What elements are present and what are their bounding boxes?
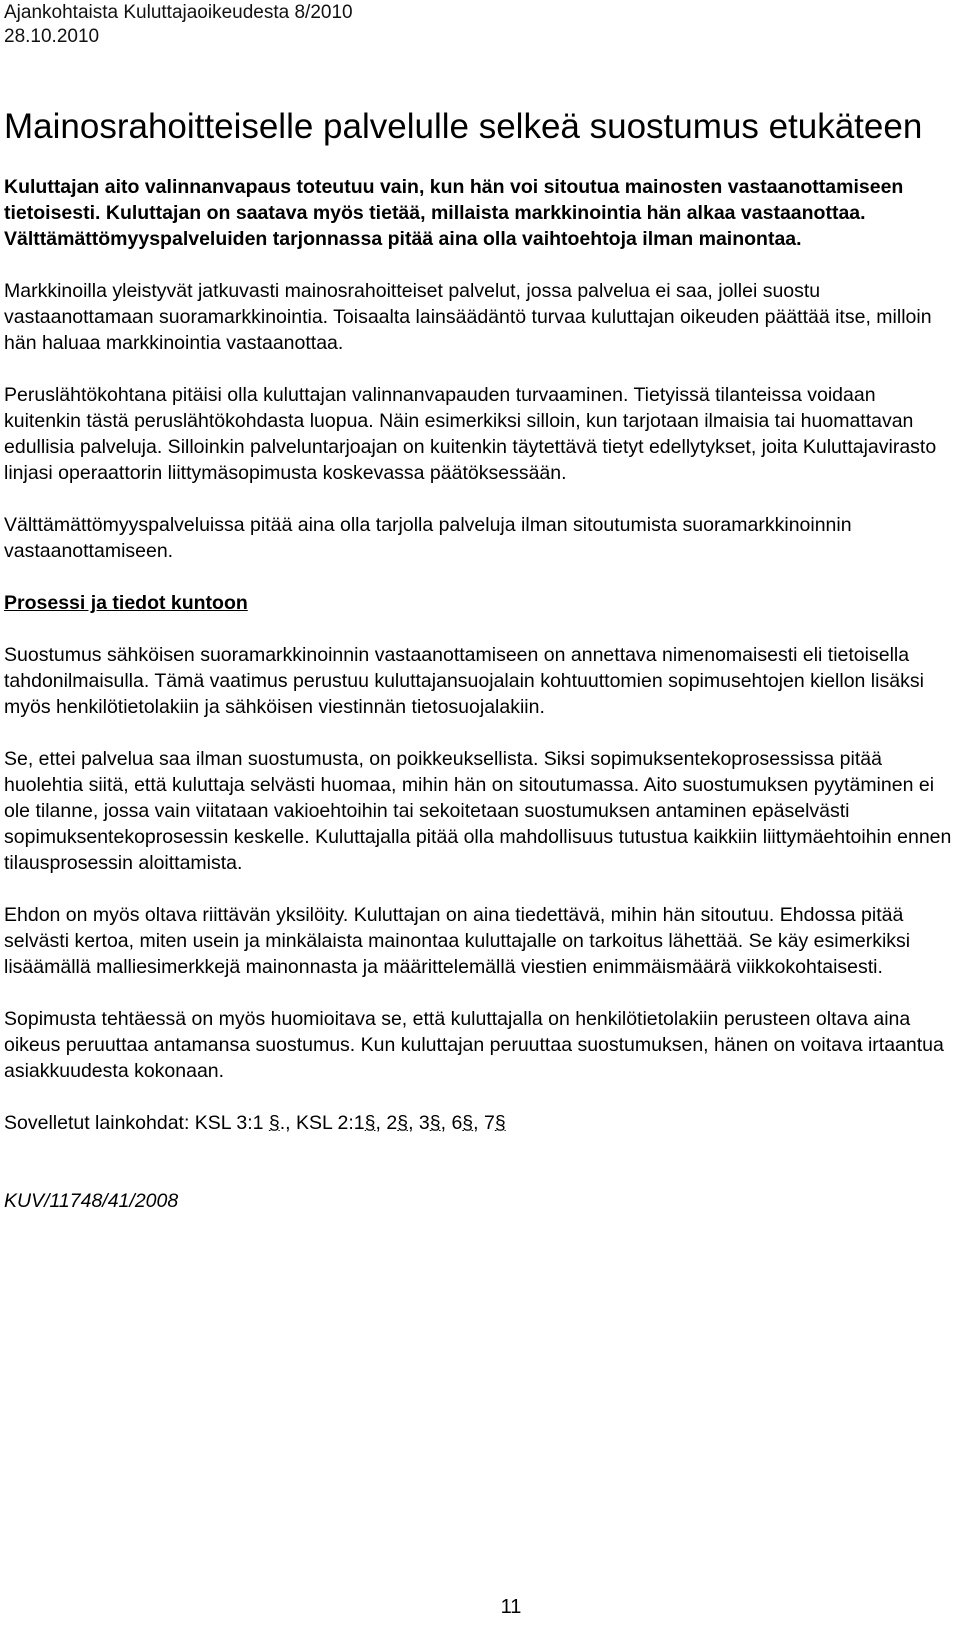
article-lead: Kuluttajan aito valinnanvapaus toteutuu vain, kun hän voi sitoutua mainosten vastaanottamiseen tietoisesti. Kuluttajan on saatava myös tietää, millaista markkinointia hän alkaa vastaanottaa. Välttämättömyyspalveluiden tarjonnassa pitää aina olla vaihtoehtoja ilman mainontaa. bbox=[4, 176, 904, 250]
paragraph: Sopimusta tehtäessä on myös huomioitava se, että kuluttajalla on henkilötietolakiin perusteen oltava aina oikeus peruuttaa antamansa suostumus. Kun kuluttajan peruuttaa suostumuksen, hänen on voitava irtaantua asiakkuudesta kokonaan. bbox=[4, 1008, 944, 1082]
article bbox=[4, 106, 956, 1214]
page-number: 11 bbox=[500, 1596, 522, 1618]
article-title: Mainosrahoitteiselle palvelulle selkeä suostumus etukäteen bbox=[4, 107, 923, 146]
laws-text: , 2 bbox=[375, 1112, 398, 1134]
paragraph: Markkinoilla yleistyvät jatkuvasti mainosrahoitteiset palvelut, jossa palvelua ei saa, jollei suostu vastaanottamaan suoramarkkinointia. Toisaalta lainsäädäntö turvaa kuluttajan oikeuden päättää itse, milloin hän haluaa markkinointia vastaanottaa. bbox=[4, 280, 932, 354]
publication-date: 28.10.2010 bbox=[4, 26, 100, 47]
paragraph: Peruslähtökohtana pitäisi olla kuluttajan valinnanvapauden turvaaminen. Tietyissä tilanteissa voidaan kuitenkin tästä peruslähtökohdasta luopua. Näin esimerkiksi silloin, kun tarjotaan ilmaisia tai huomattavan edullisia palveluja. Silloinkin palveluntarjoajan on kuitenkin täytettävä tietyt edellytykset, joita Kuluttajavirasto linjasi operaattorin liittymäsopimusta koskevassa päätöksessään. bbox=[4, 384, 937, 484]
laws-text: ., KSL 2:1 bbox=[279, 1112, 365, 1134]
section-link[interactable]: § bbox=[494, 1112, 506, 1134]
page-header bbox=[4, 1, 353, 49]
paragraph: Se, ettei palvelua saa ilman suostumusta, on poikkeuksellista. Siksi sopimuksentekoprosessissa pitää huolehtia siitä, että kuluttaja selvästi huomaa, mihin hän on sitoutumassa. Aito suostumuksen pyytäminen ei ole tilanne, jossa vain viitataan vakioehtoihin tai sekoitetaan suostumuksen antaminen epäselvästi sopimuksentekoprosessin keskelle. Kuluttajalla pitää olla mahdollisuus tutustua kaikkiin liittymäehtoihin ennen tilausprosessin aloittamista. bbox=[4, 748, 952, 874]
laws-text: , 3 bbox=[408, 1112, 430, 1134]
section-link[interactable]: § bbox=[364, 1112, 376, 1134]
section-link[interactable]: § bbox=[462, 1112, 474, 1134]
laws-text: , 7 bbox=[473, 1112, 495, 1134]
section-link[interactable]: § bbox=[268, 1112, 280, 1134]
section-link[interactable]: § bbox=[397, 1112, 409, 1134]
laws-text: , 6 bbox=[440, 1112, 463, 1134]
paragraph: Välttämättömyyspalveluissa pitää aina olla tarjolla palveluja ilman sitoutumista suoramarkkinoinnin vastaanottamiseen. bbox=[4, 514, 852, 562]
section-heading: Prosessi ja tiedot kuntoon bbox=[4, 592, 248, 614]
publication-name: Ajankohtaista Kuluttajaoikeudesta 8/2010 bbox=[4, 2, 353, 23]
section-link[interactable]: § bbox=[429, 1112, 441, 1134]
page-number-wrap bbox=[0, 1595, 960, 1619]
applied-laws bbox=[4, 1110, 956, 1136]
paragraph: Suostumus sähköisen suoramarkkinoinnin vastaanottamiseen on annettava nimenomaisesti eli tietoisella tahdonilmaisulla. Tämä vaatimus perustuu kuluttajansuojalain kohtuuttomien sopimusehtojen kiellon lisäksi myös henkilötietolakiin ja sähköisen viestinnän tietosuojalakiin. bbox=[4, 644, 924, 718]
laws-label: Sovelletut lainkohdat: KSL 3:1 bbox=[4, 1112, 269, 1134]
case-reference: KUV/11748/41/2008 bbox=[4, 1190, 179, 1212]
paragraph: Ehdon on myös oltava riittävän yksilöity. Kuluttajan on aina tiedettävä, mihin hän sitoutuu. Ehdossa pitää selvästi kertoa, miten usein ja minkälaista mainontaa kuluttajalle on tarkoitus lähettää. Se käy esimerkiksi lisäämällä malliesimerkkejä mainonnasta ja määrittelemällä viestien enimmäismäärä viikkokohtaisesti. bbox=[4, 904, 911, 978]
